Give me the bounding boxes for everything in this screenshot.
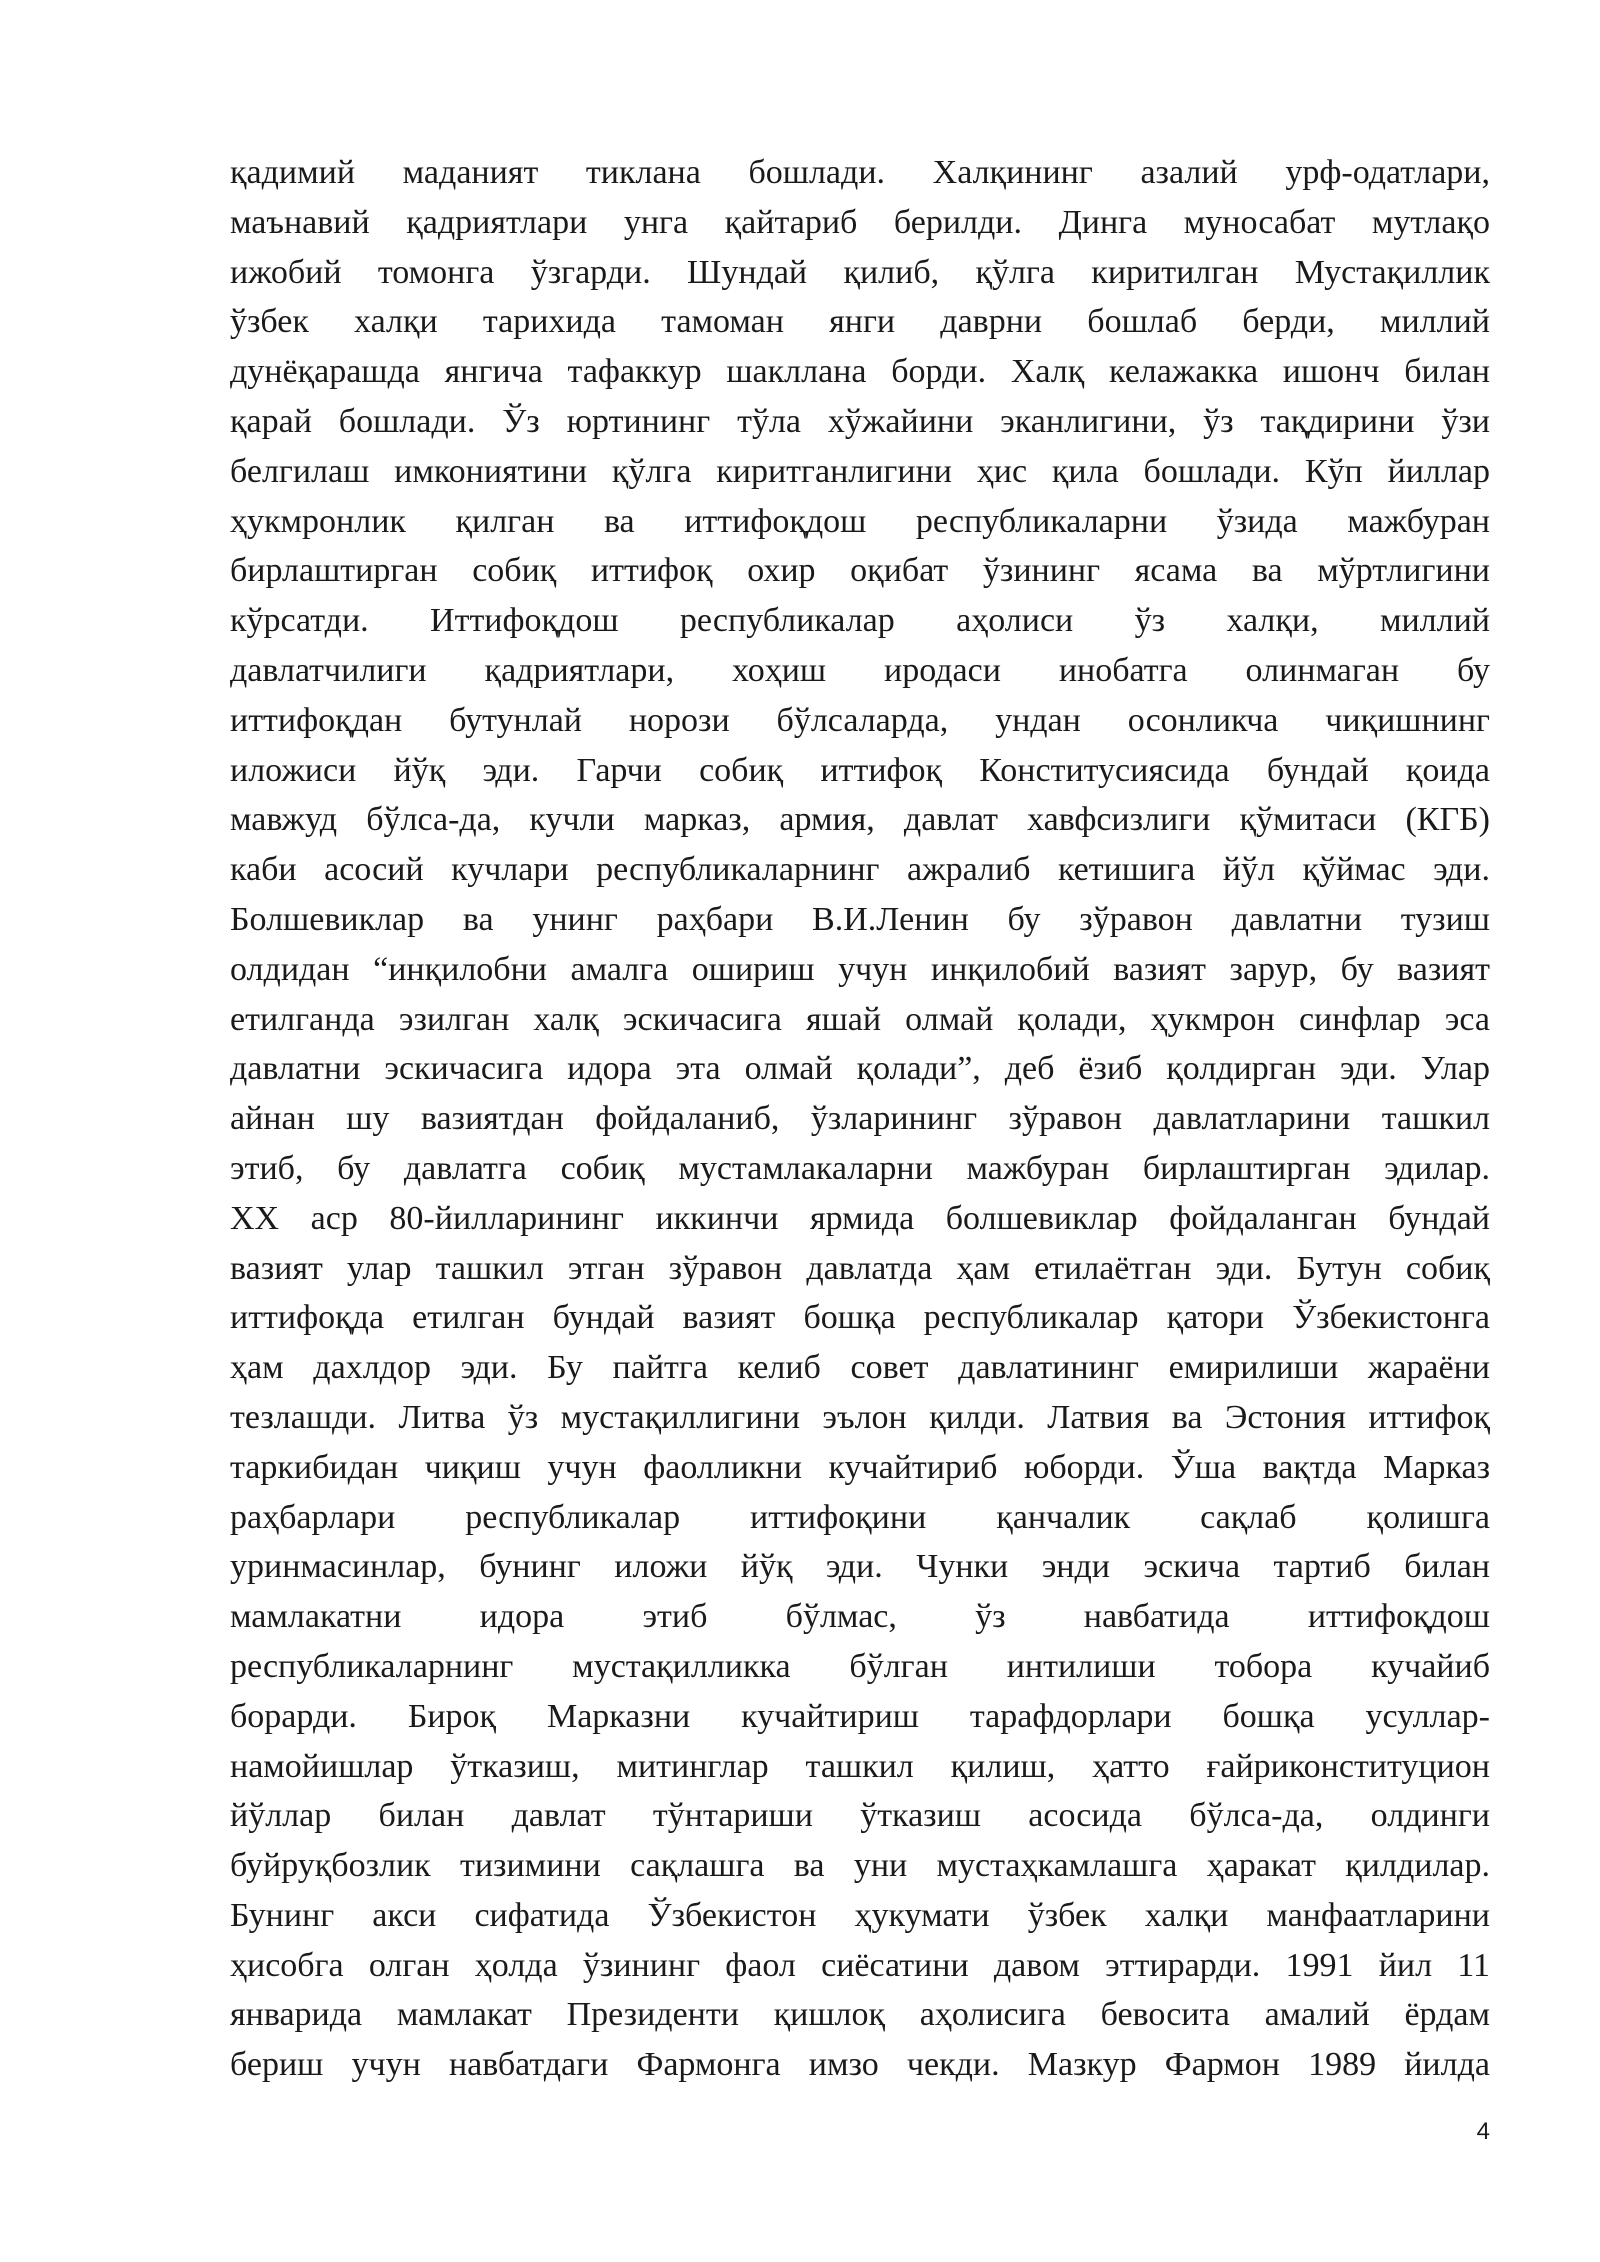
text-line: бирлаштирган собиқ иттифоқ охир оқибат ўзининг ясама ва мўртлигини — [230, 552, 1490, 590]
text-line: дунёқарашда янгича тафаккур шакллана борди. Халқ келажакка ишонч билан — [230, 353, 1490, 391]
text-line: тезлашди. Литва ўз мустақиллигини эълон қилди. Латвия ва Эстония иттифоқ — [230, 1398, 1490, 1436]
text-line: XX аср 80-йилларининг иккинчи ярмида болшевиклар фойдаланган бундай — [230, 1199, 1490, 1237]
text-line: иттифоқда етилган бундай вазият бошқа республикалар қатори Ўзбекистонга — [230, 1299, 1490, 1337]
text-line: иложиси йўқ эди. Гарчи собиқ иттифоқ Конститусиясида бундай қоида — [230, 751, 1490, 789]
text-line: белгилаш имкониятини қўлга киритганлигини ҳис қила бошлади. Кўп йиллар — [230, 452, 1490, 490]
text-line: буйруқбозлик тизимини сақлашга ва уни мустаҳкамлашга ҳаракат қилдилар. — [230, 1847, 1490, 1885]
text-line: борарди. Бироқ Марказни кучайтириш тарафдорлари бошқа усуллар- — [230, 1697, 1490, 1735]
text-line: бериш учун навбатдаги Фармонга имзо чекди. Мазкур Фармон 1989 йилда — [230, 2046, 1490, 2084]
text-line: мавжуд бўлса-да, кучли марказ, армия, давлат хавфсизлиги қўмитаси (КГБ) — [230, 801, 1490, 839]
body-text — [230, 148, 1490, 2090]
text-line: етилганда эзилган халқ эскичасига яшай олмай қолади, ҳукмрон синфлар эса — [230, 1000, 1490, 1038]
text-line: каби асосий кучлари республикаларнинг ажралиб кетишига йўл қўймас эди. — [230, 851, 1490, 889]
text-line: ҳукмронлик қилган ва иттифоқдош республикаларни ўзида мажбуран — [230, 502, 1490, 540]
text-line: ўзбек халқи тарихида тамоман янги даврни бошлаб берди, миллий — [230, 303, 1490, 341]
page-number: 4 — [1476, 2118, 1490, 2145]
text-line: ижобий томонга ўзгарди. Шундай қилиб, қўлга киритилган Мустақиллик — [230, 253, 1490, 291]
text-line: давлатчилиги қадриятлари, хоҳиш иродаси инобатга олинмаган бу — [230, 651, 1490, 689]
text-line: ҳисобга олган ҳолда ўзининг фаол сиёсатини давом эттирарди. 1991 йил 11 — [230, 1946, 1490, 1984]
text-line: раҳбарлари республикалар иттифоқини қанчалик сақлаб қолишга — [230, 1498, 1490, 1536]
text-line: Болшевиклар ва унинг раҳбари В.И.Ленин бу зўравон давлатни тузиш — [230, 900, 1490, 938]
text-line: олдидан “инқилобни амалга ошириш учун инқилобий вазият зарур, бу вазият — [230, 950, 1490, 988]
text-line: ҳам дахлдор эди. Бу пайтга келиб совет давлатининг емирилиши жараёни — [230, 1349, 1490, 1387]
text-line: маънавий қадриятлари унга қайтариб берилди. Динга муносабат мутлақо — [230, 203, 1490, 241]
text-line: уринмасинлар, бунинг иложи йўқ эди. Чунки энди эскича тартиб билан — [230, 1548, 1490, 1586]
text-line: этиб, бу давлатга собиқ мустамлакаларни мажбуран бирлаштирган эдилар. — [230, 1149, 1490, 1187]
text-line: таркибидан чиқиш учун фаолликни кучайтириб юборди. Ўша вақтда Марказ — [230, 1448, 1490, 1486]
text-line: давлатни эскичасига идора эта олмай қолади”, деб ёзиб қолдирган эди. Улар — [230, 1050, 1490, 1088]
text-line: Бунинг акси сифатида Ўзбекистон ҳукумати ўзбек халқи манфаатларини — [230, 1896, 1490, 1934]
text-line: айнан шу вазиятдан фойдаланиб, ўзларининг зўравон давлатларини ташкил — [230, 1100, 1490, 1138]
text-line: қадимий маданият тиклана бошлади. Халқининг азалий урф-одатлари, — [230, 154, 1490, 191]
text-line: январида мамлакат Президенти қишлоқ аҳолисига бевосита амалий ёрдам — [230, 1996, 1490, 2034]
text-line: вазият улар ташкил этган зўравон давлатда ҳам етилаётган эди. Бутун собиқ — [230, 1249, 1490, 1287]
text-line: намойишлар ўтказиш, митинглар ташкил қилиш, ҳатто ғайриконституцион — [230, 1747, 1490, 1785]
text-line: республикаларнинг мустақилликка бўлган интилиши тобора кучайиб — [230, 1647, 1490, 1685]
text-line: йўллар билан давлат тўнтариши ўтказиш асосида бўлса-да, олдинги — [230, 1797, 1490, 1835]
text-line: кўрсатди. Иттифоқдош республикалар аҳолиси ўз халқи, миллий — [230, 602, 1490, 640]
text-line: мамлакатни идора этиб бўлмас, ўз навбатида иттифоқдош — [230, 1598, 1490, 1636]
text-line: иттифоқдан бутунлай норози бўлсаларда, ундан осонликча чиқишнинг — [230, 701, 1490, 739]
text-line: қарай бошлади. Ўз юртининг тўла хўжайини эканлигини, ўз тақдирини ўзи — [230, 402, 1490, 440]
